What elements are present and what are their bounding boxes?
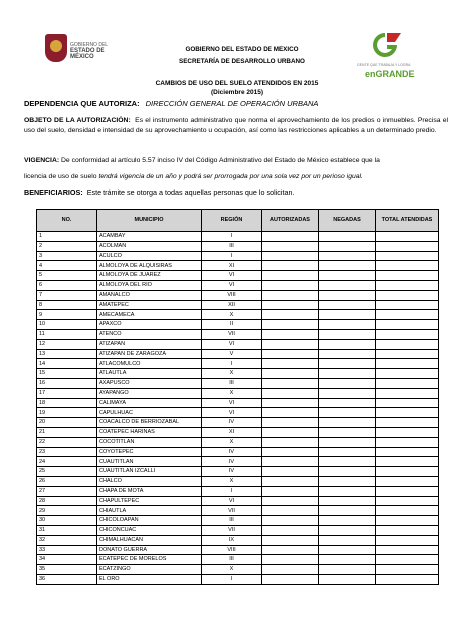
cell-no: 7: [37, 290, 97, 300]
table-row: [37, 486, 439, 496]
cell-no: 22: [37, 437, 97, 447]
cell-region: IV: [202, 418, 262, 428]
cell-municipio: ACAMBAY: [97, 232, 202, 242]
cell-region: I: [202, 232, 262, 242]
cell-no: 3: [37, 251, 97, 261]
cell-region: VI: [202, 339, 262, 349]
logo-text-line2: ESTADO DE MÉXICO: [70, 48, 105, 60]
table-row: [37, 574, 439, 584]
cell-negadas: [319, 516, 376, 526]
table-row: [37, 535, 439, 545]
table-row: [37, 251, 439, 261]
table-row: [37, 378, 439, 388]
cell-no: 23: [37, 447, 97, 457]
header-no: NO.: [37, 210, 97, 232]
cell-total: [376, 320, 439, 330]
cell-total: [376, 369, 439, 379]
header-region: REGIÓN: [202, 210, 262, 232]
cell-negadas: [319, 447, 376, 457]
cell-negadas: [319, 241, 376, 251]
cell-autorizadas: [262, 329, 319, 339]
table-row: [37, 427, 439, 437]
report-title: CAMBIOS DE USO DEL SUELO ATENDIDOS EN 2015: [155, 80, 319, 87]
cell-municipio: ALMOLOYA DE ALQUISIRAS: [97, 261, 202, 271]
table-row: [37, 310, 439, 320]
table-row: [37, 241, 439, 251]
cell-no: 27: [37, 486, 97, 496]
vigencia-label: VIGENCIA:: [24, 157, 60, 164]
cell-municipio: CHICONCUAC: [97, 525, 202, 535]
cell-total: [376, 447, 439, 457]
cell-total: [376, 457, 439, 467]
table-row: [37, 280, 439, 290]
header-autorizadas: AUTORIZADAS: [262, 210, 319, 232]
cell-no: 21: [37, 427, 97, 437]
table-row: [37, 261, 439, 271]
cell-municipio: APAXCO: [97, 320, 202, 330]
header-negadas: NEGADAS: [319, 210, 376, 232]
table-row: [37, 320, 439, 330]
table-row: [37, 565, 439, 575]
cell-region: XII: [202, 300, 262, 310]
cell-no: 14: [37, 359, 97, 369]
cell-region: VII: [202, 329, 262, 339]
cell-no: 31: [37, 525, 97, 535]
cell-municipio: ECATEPEC DE MORELOS: [97, 555, 202, 565]
cell-region: I: [202, 574, 262, 584]
table-row: [37, 271, 439, 281]
table-row: [37, 437, 439, 447]
cell-region: X: [202, 565, 262, 575]
cell-autorizadas: [262, 565, 319, 575]
cell-negadas: [319, 378, 376, 388]
cell-municipio: AMATEPEC: [97, 300, 202, 310]
cell-region: XI: [202, 261, 262, 271]
cell-autorizadas: [262, 398, 319, 408]
cell-municipio: CHIMALHUACAN: [97, 535, 202, 545]
objeto-paragraph: [24, 116, 448, 135]
cell-autorizadas: [262, 290, 319, 300]
cell-municipio: COACALCO DE BERRIOZABAL: [97, 418, 202, 428]
cell-autorizadas: [262, 369, 319, 379]
cell-no: 28: [37, 496, 97, 506]
cell-negadas: [319, 565, 376, 575]
cell-region: II: [202, 320, 262, 330]
cell-no: 8: [37, 300, 97, 310]
table-row: [37, 496, 439, 506]
cell-no: 24: [37, 457, 97, 467]
cell-no: 17: [37, 388, 97, 398]
table-row: [37, 467, 439, 477]
cell-region: X: [202, 476, 262, 486]
vigencia-text-2a: licencia de uso de suelo: [24, 173, 99, 180]
table-row: [37, 545, 439, 555]
cell-municipio: ACULCO: [97, 251, 202, 261]
cell-total: [376, 516, 439, 526]
cell-total: [376, 525, 439, 535]
cell-no: 11: [37, 329, 97, 339]
cell-total: [376, 408, 439, 418]
cell-municipio: ATLACOMULCO: [97, 359, 202, 369]
cell-region: VI: [202, 398, 262, 408]
cell-negadas: [319, 418, 376, 428]
cell-municipio: CHAPA DE MOTA: [97, 486, 202, 496]
cell-region: I: [202, 359, 262, 369]
cell-total: [376, 437, 439, 447]
cell-negadas: [319, 369, 376, 379]
cell-no: 36: [37, 574, 97, 584]
table-row: [37, 418, 439, 428]
cell-negadas: [319, 427, 376, 437]
cell-municipio: AXAPUSCO: [97, 378, 202, 388]
cell-negadas: [319, 437, 376, 447]
cell-autorizadas: [262, 310, 319, 320]
cell-no: 20: [37, 418, 97, 428]
cell-no: 15: [37, 369, 97, 379]
cell-total: [376, 574, 439, 584]
cell-total: [376, 290, 439, 300]
cell-autorizadas: [262, 457, 319, 467]
cell-region: VI: [202, 496, 262, 506]
cell-region: VI: [202, 408, 262, 418]
vigencia-text: De conformidad al artículo 5.57 inciso IV del Código Administrativo del Estado de México establece que la: [61, 157, 380, 164]
cell-region: VII: [202, 525, 262, 535]
header-line-gobierno: GOBIERNO DEL ESTADO DE MEXICO: [185, 46, 299, 53]
cell-municipio: CHAPULTEPEC: [97, 496, 202, 506]
table-row: [37, 232, 439, 242]
cell-autorizadas: [262, 467, 319, 477]
cell-no: 34: [37, 555, 97, 565]
table-row: [37, 457, 439, 467]
cell-negadas: [319, 359, 376, 369]
cell-region: I: [202, 486, 262, 496]
cell-municipio: CALIMAYA: [97, 398, 202, 408]
crest-icon: [45, 34, 67, 62]
cell-municipio: ATENCO: [97, 329, 202, 339]
cell-region: VI: [202, 280, 262, 290]
cell-autorizadas: [262, 280, 319, 290]
cell-municipio: CUAUTITLAN: [97, 457, 202, 467]
cell-negadas: [319, 320, 376, 330]
engrande-logo: [355, 30, 425, 78]
cell-negadas: [319, 349, 376, 359]
cell-negadas: [319, 310, 376, 320]
cell-municipio: CHALCO: [97, 476, 202, 486]
cell-autorizadas: [262, 241, 319, 251]
cell-total: [376, 388, 439, 398]
vigencia-paragraph-2: [24, 172, 448, 182]
cell-no: 1: [37, 232, 97, 242]
cell-no: 5: [37, 271, 97, 281]
cell-negadas: [319, 280, 376, 290]
cell-municipio: COATEPEC HARINAS: [97, 427, 202, 437]
table-row: [37, 516, 439, 526]
cell-autorizadas: [262, 545, 319, 555]
cell-negadas: [319, 388, 376, 398]
cell-negadas: [319, 339, 376, 349]
table-row: [37, 398, 439, 408]
cell-autorizadas: [262, 359, 319, 369]
cell-autorizadas: [262, 320, 319, 330]
cell-total: [376, 535, 439, 545]
cell-no: 12: [37, 339, 97, 349]
cell-municipio: ATLAUTLA: [97, 369, 202, 379]
cell-autorizadas: [262, 496, 319, 506]
cell-total: [376, 241, 439, 251]
cell-no: 6: [37, 280, 97, 290]
table-row: [37, 349, 439, 359]
vigencia-text-2b: tendrá vigencia de un año y podrá ser prorrogada por una sola vez por un perioso igual.: [98, 173, 363, 180]
cell-municipio: ALMOLOYA DEL RIO: [97, 280, 202, 290]
cell-negadas: [319, 329, 376, 339]
cell-total: [376, 251, 439, 261]
cell-no: 25: [37, 467, 97, 477]
cell-region: VIII: [202, 290, 262, 300]
cell-autorizadas: [262, 388, 319, 398]
cell-total: [376, 378, 439, 388]
cell-region: III: [202, 378, 262, 388]
table-row: [37, 408, 439, 418]
table-header-row: [37, 210, 439, 232]
cell-municipio: CUAUTITLAN IZCALLI: [97, 467, 202, 477]
table-row: [37, 447, 439, 457]
header-line-secretaria: SECRETARÍA DE DESARROLLO URBANO: [179, 58, 305, 65]
cell-municipio: ACOLMAN: [97, 241, 202, 251]
objeto-text: Es el instrumento administrativo que norma el aprovechamiento de los predios o inmuebles. Precisa el uso del suelo, densidad e intensidad de su aprovechamiento u ocupación, así como las restricciones aplicables a un determinado predio.: [24, 117, 448, 134]
cell-autorizadas: [262, 378, 319, 388]
table-row: [37, 290, 439, 300]
table-row: [37, 359, 439, 369]
cell-total: [376, 545, 439, 555]
cell-no: 19: [37, 408, 97, 418]
cell-total: [376, 349, 439, 359]
cell-autorizadas: [262, 574, 319, 584]
cell-no: 13: [37, 349, 97, 359]
cell-total: [376, 427, 439, 437]
header-municipio: MUNICIPIO: [97, 210, 202, 232]
cell-total: [376, 555, 439, 565]
logo-text-line1: GOBIERNO DEL: [70, 42, 109, 48]
g-logo-icon: [365, 30, 405, 60]
cell-negadas: [319, 476, 376, 486]
cell-region: III: [202, 516, 262, 526]
cell-total: [376, 339, 439, 349]
cell-autorizadas: [262, 476, 319, 486]
cell-no: 10: [37, 320, 97, 330]
cell-municipio: EL ORO: [97, 574, 202, 584]
cell-total: [376, 300, 439, 310]
cell-municipio: CHICOLOAPAN: [97, 516, 202, 526]
cell-total: [376, 398, 439, 408]
cell-total: [376, 506, 439, 516]
cell-autorizadas: [262, 339, 319, 349]
cell-negadas: [319, 486, 376, 496]
cell-municipio: COYOTEPEC: [97, 447, 202, 457]
cell-total: [376, 271, 439, 281]
cell-no: 2: [37, 241, 97, 251]
cell-no: 32: [37, 535, 97, 545]
cell-no: 9: [37, 310, 97, 320]
cell-municipio: ALMOLOYA DE JUAREZ: [97, 271, 202, 281]
cell-autorizadas: [262, 516, 319, 526]
report-period: (Diciembre 2015): [210, 89, 264, 96]
cell-negadas: [319, 506, 376, 516]
cell-region: III: [202, 555, 262, 565]
cell-region: III: [202, 241, 262, 251]
cell-autorizadas: [262, 271, 319, 281]
dependencia-value: DIRECCIÓN GENERAL DE OPERACIÓN URBANA: [145, 99, 319, 108]
cell-total: [376, 565, 439, 575]
cell-autorizadas: [262, 418, 319, 428]
cell-negadas: [319, 574, 376, 584]
cell-autorizadas: [262, 535, 319, 545]
cell-region: IV: [202, 457, 262, 467]
cell-total: [376, 310, 439, 320]
cell-no: 4: [37, 261, 97, 271]
beneficiarios-text: Este trámite se otorga a todas aquellas personas que lo solicitan.: [86, 188, 295, 197]
cell-autorizadas: [262, 447, 319, 457]
cell-municipio: AMANALCO: [97, 290, 202, 300]
cell-total: [376, 261, 439, 271]
objeto-label: OBJETO DE LA AUTORIZACIÓN:: [24, 117, 131, 124]
cell-municipio: ATIZAPAN DE ZARAGOZA: [97, 349, 202, 359]
cell-negadas: [319, 300, 376, 310]
table-row: [37, 476, 439, 486]
municipios-table: [36, 209, 439, 585]
cell-autorizadas: [262, 437, 319, 447]
cell-region: I: [202, 251, 262, 261]
cell-autorizadas: [262, 261, 319, 271]
document-header: [0, 0, 474, 78]
cell-municipio: CAPULHUAC: [97, 408, 202, 418]
cell-autorizadas: [262, 251, 319, 261]
cell-no: 18: [37, 398, 97, 408]
cell-municipio: AYAPANGO: [97, 388, 202, 398]
cell-municipio: AMECAMECA: [97, 310, 202, 320]
dependencia-row: [24, 99, 318, 108]
cell-negadas: [319, 535, 376, 545]
cell-total: [376, 476, 439, 486]
logo-tagline: GENTE QUE TRABAJA Y LOGRA: [357, 63, 411, 67]
cell-total: [376, 232, 439, 242]
cell-total: [376, 359, 439, 369]
cell-region: IV: [202, 447, 262, 457]
cell-negadas: [319, 232, 376, 242]
cell-region: X: [202, 437, 262, 447]
cell-municipio: COCOTITLAN: [97, 437, 202, 447]
cell-no: 16: [37, 378, 97, 388]
cell-autorizadas: [262, 349, 319, 359]
cell-region: XI: [202, 427, 262, 437]
cell-autorizadas: [262, 232, 319, 242]
cell-region: X: [202, 310, 262, 320]
table-row: [37, 388, 439, 398]
cell-no: 26: [37, 476, 97, 486]
cell-region: IV: [202, 467, 262, 477]
cell-total: [376, 467, 439, 477]
logo-brand: enGRANDE: [365, 69, 415, 79]
cell-municipio: ECATZINGO: [97, 565, 202, 575]
cell-autorizadas: [262, 300, 319, 310]
cell-negadas: [319, 467, 376, 477]
cell-autorizadas: [262, 506, 319, 516]
table-row: [37, 300, 439, 310]
cell-region: IX: [202, 535, 262, 545]
cell-negadas: [319, 290, 376, 300]
cell-municipio: CHIAUTLA: [97, 506, 202, 516]
cell-no: 33: [37, 545, 97, 555]
cell-negadas: [319, 398, 376, 408]
cell-region: VII: [202, 506, 262, 516]
cell-negadas: [319, 271, 376, 281]
cell-total: [376, 280, 439, 290]
cell-negadas: [319, 251, 376, 261]
cell-no: 29: [37, 506, 97, 516]
cell-no: 30: [37, 516, 97, 526]
cell-negadas: [319, 525, 376, 535]
cell-no: 35: [37, 565, 97, 575]
cell-total: [376, 418, 439, 428]
table-row: [37, 339, 439, 349]
cell-region: X: [202, 388, 262, 398]
cell-region: VIII: [202, 545, 262, 555]
cell-region: VI: [202, 271, 262, 281]
cell-autorizadas: [262, 555, 319, 565]
cell-total: [376, 329, 439, 339]
cell-negadas: [319, 261, 376, 271]
cell-autorizadas: [262, 408, 319, 418]
dependencia-label: DEPENDENCIA QUE AUTORIZA:: [24, 99, 140, 108]
beneficiarios-label: BENEFICIARIOS:: [24, 188, 83, 197]
cell-region: V: [202, 349, 262, 359]
table-row: [37, 506, 439, 516]
header-total-atendidas: TOTAL ATENDIDAS: [376, 210, 439, 232]
cell-negadas: [319, 408, 376, 418]
cell-autorizadas: [262, 427, 319, 437]
beneficiarios-paragraph: [24, 188, 448, 198]
cell-municipio: DONATO GUERRA: [97, 545, 202, 555]
cell-region: X: [202, 369, 262, 379]
cell-negadas: [319, 555, 376, 565]
cell-autorizadas: [262, 486, 319, 496]
table-row: [37, 369, 439, 379]
cell-autorizadas: [262, 525, 319, 535]
table-row: [37, 525, 439, 535]
cell-total: [376, 486, 439, 496]
vigencia-paragraph: [24, 156, 448, 166]
cell-negadas: [319, 545, 376, 555]
cell-total: [376, 496, 439, 506]
estado-de-mexico-logo: [45, 34, 115, 64]
table-row: [37, 555, 439, 565]
cell-negadas: [319, 496, 376, 506]
cell-municipio: ATIZAPAN: [97, 339, 202, 349]
table-row: [37, 329, 439, 339]
cell-negadas: [319, 457, 376, 467]
